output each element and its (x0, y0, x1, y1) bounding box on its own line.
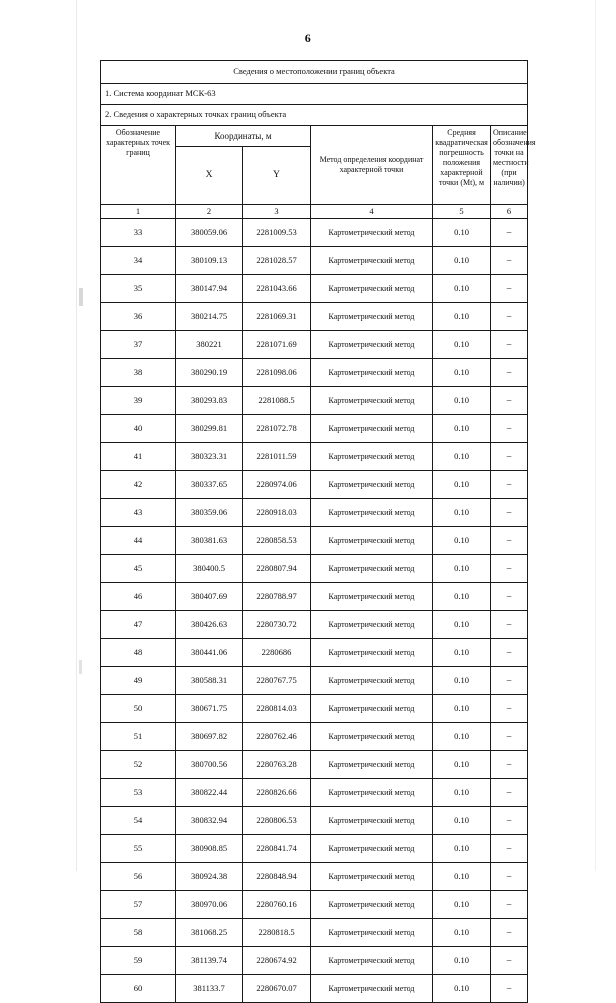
table-row (101, 611, 528, 639)
header-mean-square-error: Средняя квадратическая погрешность положения характерной точки (Mt), м (433, 126, 491, 205)
cell-coordinate-x: 380426.63 (176, 611, 243, 639)
cell-method: Картометрический метод (311, 359, 433, 387)
cell-point-number: 46 (101, 583, 176, 611)
cell-method: Картометрический метод (311, 555, 433, 583)
cell-method: Картометрический метод (311, 639, 433, 667)
section-1-label: 1. Система координат МСК-63 (101, 84, 528, 105)
cell-point-number: 39 (101, 387, 176, 415)
cell-coordinate-y: 2280670.07 (243, 975, 311, 1003)
cell-method: Картометрический метод (311, 331, 433, 359)
cell-error: 0.10 (433, 415, 491, 443)
cell-point-number: 57 (101, 891, 176, 919)
table-row (101, 275, 528, 303)
cell-method: Картометрический метод (311, 947, 433, 975)
data-rows-body (101, 219, 528, 1003)
cell-description: – (491, 835, 528, 863)
cell-description: – (491, 275, 528, 303)
cell-coordinate-y: 2280760.16 (243, 891, 311, 919)
cell-coordinate-y: 2280814.03 (243, 695, 311, 723)
table-row (101, 919, 528, 947)
cell-coordinate-x: 380441.06 (176, 639, 243, 667)
cell-point-number: 55 (101, 835, 176, 863)
cell-error: 0.10 (433, 331, 491, 359)
cell-error: 0.10 (433, 807, 491, 835)
cell-description: – (491, 415, 528, 443)
cell-description: – (491, 975, 528, 1003)
cell-coordinate-y: 2280818.5 (243, 919, 311, 947)
cell-method: Картометрический метод (311, 667, 433, 695)
page-number: 6 (304, 31, 312, 45)
cell-error: 0.10 (433, 247, 491, 275)
cell-coordinate-y: 2280767.75 (243, 667, 311, 695)
cell-description: – (491, 947, 528, 975)
cell-coordinate-x: 380671.75 (176, 695, 243, 723)
cell-error: 0.10 (433, 835, 491, 863)
cell-error: 0.10 (433, 751, 491, 779)
cell-coordinate-x: 380924.38 (176, 863, 243, 891)
cell-point-number: 41 (101, 443, 176, 471)
cell-coordinate-x: 380832.94 (176, 807, 243, 835)
cell-method: Картометрический метод (311, 975, 433, 1003)
cell-coordinate-x: 380822.44 (176, 779, 243, 807)
table-row (101, 835, 528, 863)
table-row (101, 891, 528, 919)
cell-point-number: 53 (101, 779, 176, 807)
cell-error: 0.10 (433, 527, 491, 555)
document-title-row (101, 61, 528, 84)
cell-description: – (491, 779, 528, 807)
cell-description: – (491, 443, 528, 471)
cell-error: 0.10 (433, 387, 491, 415)
cell-error: 0.10 (433, 583, 491, 611)
cell-coordinate-y: 2280918.03 (243, 499, 311, 527)
cell-description: – (491, 695, 528, 723)
cell-method: Картометрический метод (311, 303, 433, 331)
cell-point-number: 50 (101, 695, 176, 723)
cell-error: 0.10 (433, 947, 491, 975)
cell-description: – (491, 331, 528, 359)
cell-coordinate-x: 380970.06 (176, 891, 243, 919)
cell-method: Картометрический метод (311, 751, 433, 779)
page-edge-right (595, 0, 596, 871)
cell-method: Картометрический метод (311, 219, 433, 247)
column-number-row (101, 205, 528, 219)
cell-description: – (491, 471, 528, 499)
cell-description: – (491, 303, 528, 331)
cell-method: Картометрический метод (311, 415, 433, 443)
cell-method: Картометрический метод (311, 275, 433, 303)
cell-method: Картометрический метод (311, 891, 433, 919)
cell-description: – (491, 723, 528, 751)
cell-coordinate-y: 2280974.06 (243, 471, 311, 499)
header-coordinates-group: Координаты, м (176, 126, 311, 147)
table-row (101, 331, 528, 359)
cell-point-number: 51 (101, 723, 176, 751)
column-number-6: 6 (491, 205, 528, 219)
cell-coordinate-y: 2281071.69 (243, 331, 311, 359)
document-title: Сведения о местоположении границ объекта (101, 61, 528, 84)
header-row-1 (101, 126, 528, 147)
cell-coordinate-x: 381133.7 (176, 975, 243, 1003)
table-body (101, 61, 536, 219)
cell-coordinate-y: 2280730.72 (243, 611, 311, 639)
cell-error: 0.10 (433, 499, 491, 527)
table-row (101, 499, 528, 527)
cell-point-number: 45 (101, 555, 176, 583)
cell-coordinate-y: 2281009.53 (243, 219, 311, 247)
cell-coordinate-y: 2280806.53 (243, 807, 311, 835)
table-row (101, 471, 528, 499)
cell-method: Картометрический метод (311, 499, 433, 527)
cell-point-number: 37 (101, 331, 176, 359)
cell-coordinate-y: 2281098.06 (243, 359, 311, 387)
cell-description: – (491, 555, 528, 583)
cell-method: Картометрический метод (311, 863, 433, 891)
cell-coordinate-x: 380697.82 (176, 723, 243, 751)
cell-method: Картометрический метод (311, 695, 433, 723)
cell-coordinate-x: 380908.85 (176, 835, 243, 863)
header-y: Y (243, 147, 311, 205)
cell-point-number: 40 (101, 415, 176, 443)
cell-coordinate-x: 380293.83 (176, 387, 243, 415)
table-row (101, 415, 528, 443)
table-row (101, 975, 528, 1003)
cell-method: Картометрический метод (311, 443, 433, 471)
table-row (101, 751, 528, 779)
cell-coordinate-x: 380337.65 (176, 471, 243, 499)
cell-point-number: 49 (101, 667, 176, 695)
cell-method: Картометрический метод (311, 723, 433, 751)
cell-error: 0.10 (433, 667, 491, 695)
column-number-5: 5 (433, 205, 491, 219)
cell-coordinate-x: 380221 (176, 331, 243, 359)
cell-error: 0.10 (433, 303, 491, 331)
cell-description: – (491, 527, 528, 555)
cell-method: Картометрический метод (311, 807, 433, 835)
cell-coordinate-x: 380359.06 (176, 499, 243, 527)
table-row (101, 667, 528, 695)
cell-error: 0.10 (433, 443, 491, 471)
cell-error: 0.10 (433, 863, 491, 891)
cell-method: Картометрический метод (311, 471, 433, 499)
scan-artifact (79, 288, 83, 306)
cell-error: 0.10 (433, 975, 491, 1003)
cell-coordinate-x: 381139.74 (176, 947, 243, 975)
cell-error: 0.10 (433, 891, 491, 919)
cell-method: Картометрический метод (311, 583, 433, 611)
cell-point-number: 43 (101, 499, 176, 527)
cell-coordinate-y: 2280858.53 (243, 527, 311, 555)
cell-method: Картометрический метод (311, 611, 433, 639)
cell-point-number: 60 (101, 975, 176, 1003)
cell-error: 0.10 (433, 723, 491, 751)
table-row (101, 387, 528, 415)
cell-coordinate-y: 2280763.28 (243, 751, 311, 779)
cell-coordinate-x: 380381.63 (176, 527, 243, 555)
table-row (101, 947, 528, 975)
cell-coordinate-x: 380147.94 (176, 275, 243, 303)
cell-description: – (491, 499, 528, 527)
cell-point-number: 34 (101, 247, 176, 275)
cell-description: – (491, 807, 528, 835)
cell-point-number: 33 (101, 219, 176, 247)
cell-coordinate-y: 2280686 (243, 639, 311, 667)
cell-coordinate-x: 380299.81 (176, 415, 243, 443)
table-row (101, 723, 528, 751)
cell-error: 0.10 (433, 471, 491, 499)
table-row (101, 443, 528, 471)
cell-coordinate-y: 2281069.31 (243, 303, 311, 331)
table-row (101, 247, 528, 275)
table-row (101, 779, 528, 807)
cell-point-number: 54 (101, 807, 176, 835)
table-row (101, 863, 528, 891)
cell-method: Картометрический метод (311, 247, 433, 275)
table-row (101, 583, 528, 611)
table-row (101, 219, 528, 247)
cell-coordinate-x: 380588.31 (176, 667, 243, 695)
cell-description: – (491, 667, 528, 695)
header-determination-method: Метод определения координат характерной точки (311, 126, 433, 205)
cell-error: 0.10 (433, 695, 491, 723)
section-2-row (101, 105, 528, 126)
cell-description: – (491, 639, 528, 667)
cell-coordinate-y: 2281011.59 (243, 443, 311, 471)
cell-coordinate-y: 2280807.94 (243, 555, 311, 583)
cell-error: 0.10 (433, 919, 491, 947)
cell-coordinate-x: 380407.69 (176, 583, 243, 611)
column-number-4: 4 (311, 205, 433, 219)
cell-error: 0.10 (433, 219, 491, 247)
column-number-1: 1 (101, 205, 176, 219)
cell-error: 0.10 (433, 275, 491, 303)
cell-point-number: 36 (101, 303, 176, 331)
cell-method: Картометрический метод (311, 919, 433, 947)
cell-coordinate-x: 380400.5 (176, 555, 243, 583)
boundary-points-table (100, 60, 536, 1003)
cell-description: – (491, 219, 528, 247)
cell-method: Картометрический метод (311, 527, 433, 555)
scan-artifact (79, 660, 82, 674)
header-x: X (176, 147, 243, 205)
cell-description: – (491, 751, 528, 779)
cell-coordinate-y: 2280841.74 (243, 835, 311, 863)
cell-description: – (491, 359, 528, 387)
cell-description: – (491, 387, 528, 415)
header-point-description: Описание обозначения точки на местности (при наличии) (491, 126, 528, 205)
cell-point-number: 38 (101, 359, 176, 387)
cell-error: 0.10 (433, 639, 491, 667)
cell-coordinate-y: 2280762.46 (243, 723, 311, 751)
cell-method: Картометрический метод (311, 779, 433, 807)
cell-coordinate-x: 380323.31 (176, 443, 243, 471)
table-row (101, 527, 528, 555)
header-point-designation: Обозначение характерных точек границ (101, 126, 176, 205)
cell-coordinate-y: 2281043.66 (243, 275, 311, 303)
table-row (101, 695, 528, 723)
cell-point-number: 56 (101, 863, 176, 891)
cell-point-number: 58 (101, 919, 176, 947)
cell-coordinate-y: 2280848.94 (243, 863, 311, 891)
cell-method: Картометрический метод (311, 387, 433, 415)
cell-point-number: 35 (101, 275, 176, 303)
table-row (101, 639, 528, 667)
cell-description: – (491, 863, 528, 891)
cell-error: 0.10 (433, 359, 491, 387)
cell-point-number: 42 (101, 471, 176, 499)
cell-coordinate-y: 2281088.5 (243, 387, 311, 415)
cell-error: 0.10 (433, 779, 491, 807)
cell-coordinate-y: 2280674.92 (243, 947, 311, 975)
cell-point-number: 47 (101, 611, 176, 639)
cell-coordinate-x: 380214.75 (176, 303, 243, 331)
column-number-2: 2 (176, 205, 243, 219)
section-1-row (101, 84, 528, 105)
cell-coordinate-x: 380290.19 (176, 359, 243, 387)
cell-coordinate-x: 380109.13 (176, 247, 243, 275)
cell-error: 0.10 (433, 555, 491, 583)
cell-point-number: 44 (101, 527, 176, 555)
cell-description: – (491, 611, 528, 639)
cell-point-number: 48 (101, 639, 176, 667)
cell-point-number: 52 (101, 751, 176, 779)
cell-description: – (491, 247, 528, 275)
table-row (101, 555, 528, 583)
cell-description: – (491, 891, 528, 919)
table-row (101, 303, 528, 331)
cell-coordinate-y: 2280788.97 (243, 583, 311, 611)
cell-point-number: 59 (101, 947, 176, 975)
section-2-label: 2. Сведения о характерных точках границ объекта (101, 105, 528, 126)
cell-error: 0.10 (433, 611, 491, 639)
cell-description: – (491, 919, 528, 947)
cell-coordinate-x: 381068.25 (176, 919, 243, 947)
cell-description: – (491, 583, 528, 611)
cell-coordinate-y: 2280826.66 (243, 779, 311, 807)
cell-method: Картометрический метод (311, 835, 433, 863)
cell-coordinate-x: 380059.06 (176, 219, 243, 247)
table-row (101, 807, 528, 835)
table-row (101, 359, 528, 387)
cell-coordinate-y: 2281028.57 (243, 247, 311, 275)
page-edge-left (76, 0, 77, 871)
column-number-3: 3 (243, 205, 311, 219)
cell-coordinate-y: 2281072.78 (243, 415, 311, 443)
cell-coordinate-x: 380700.56 (176, 751, 243, 779)
